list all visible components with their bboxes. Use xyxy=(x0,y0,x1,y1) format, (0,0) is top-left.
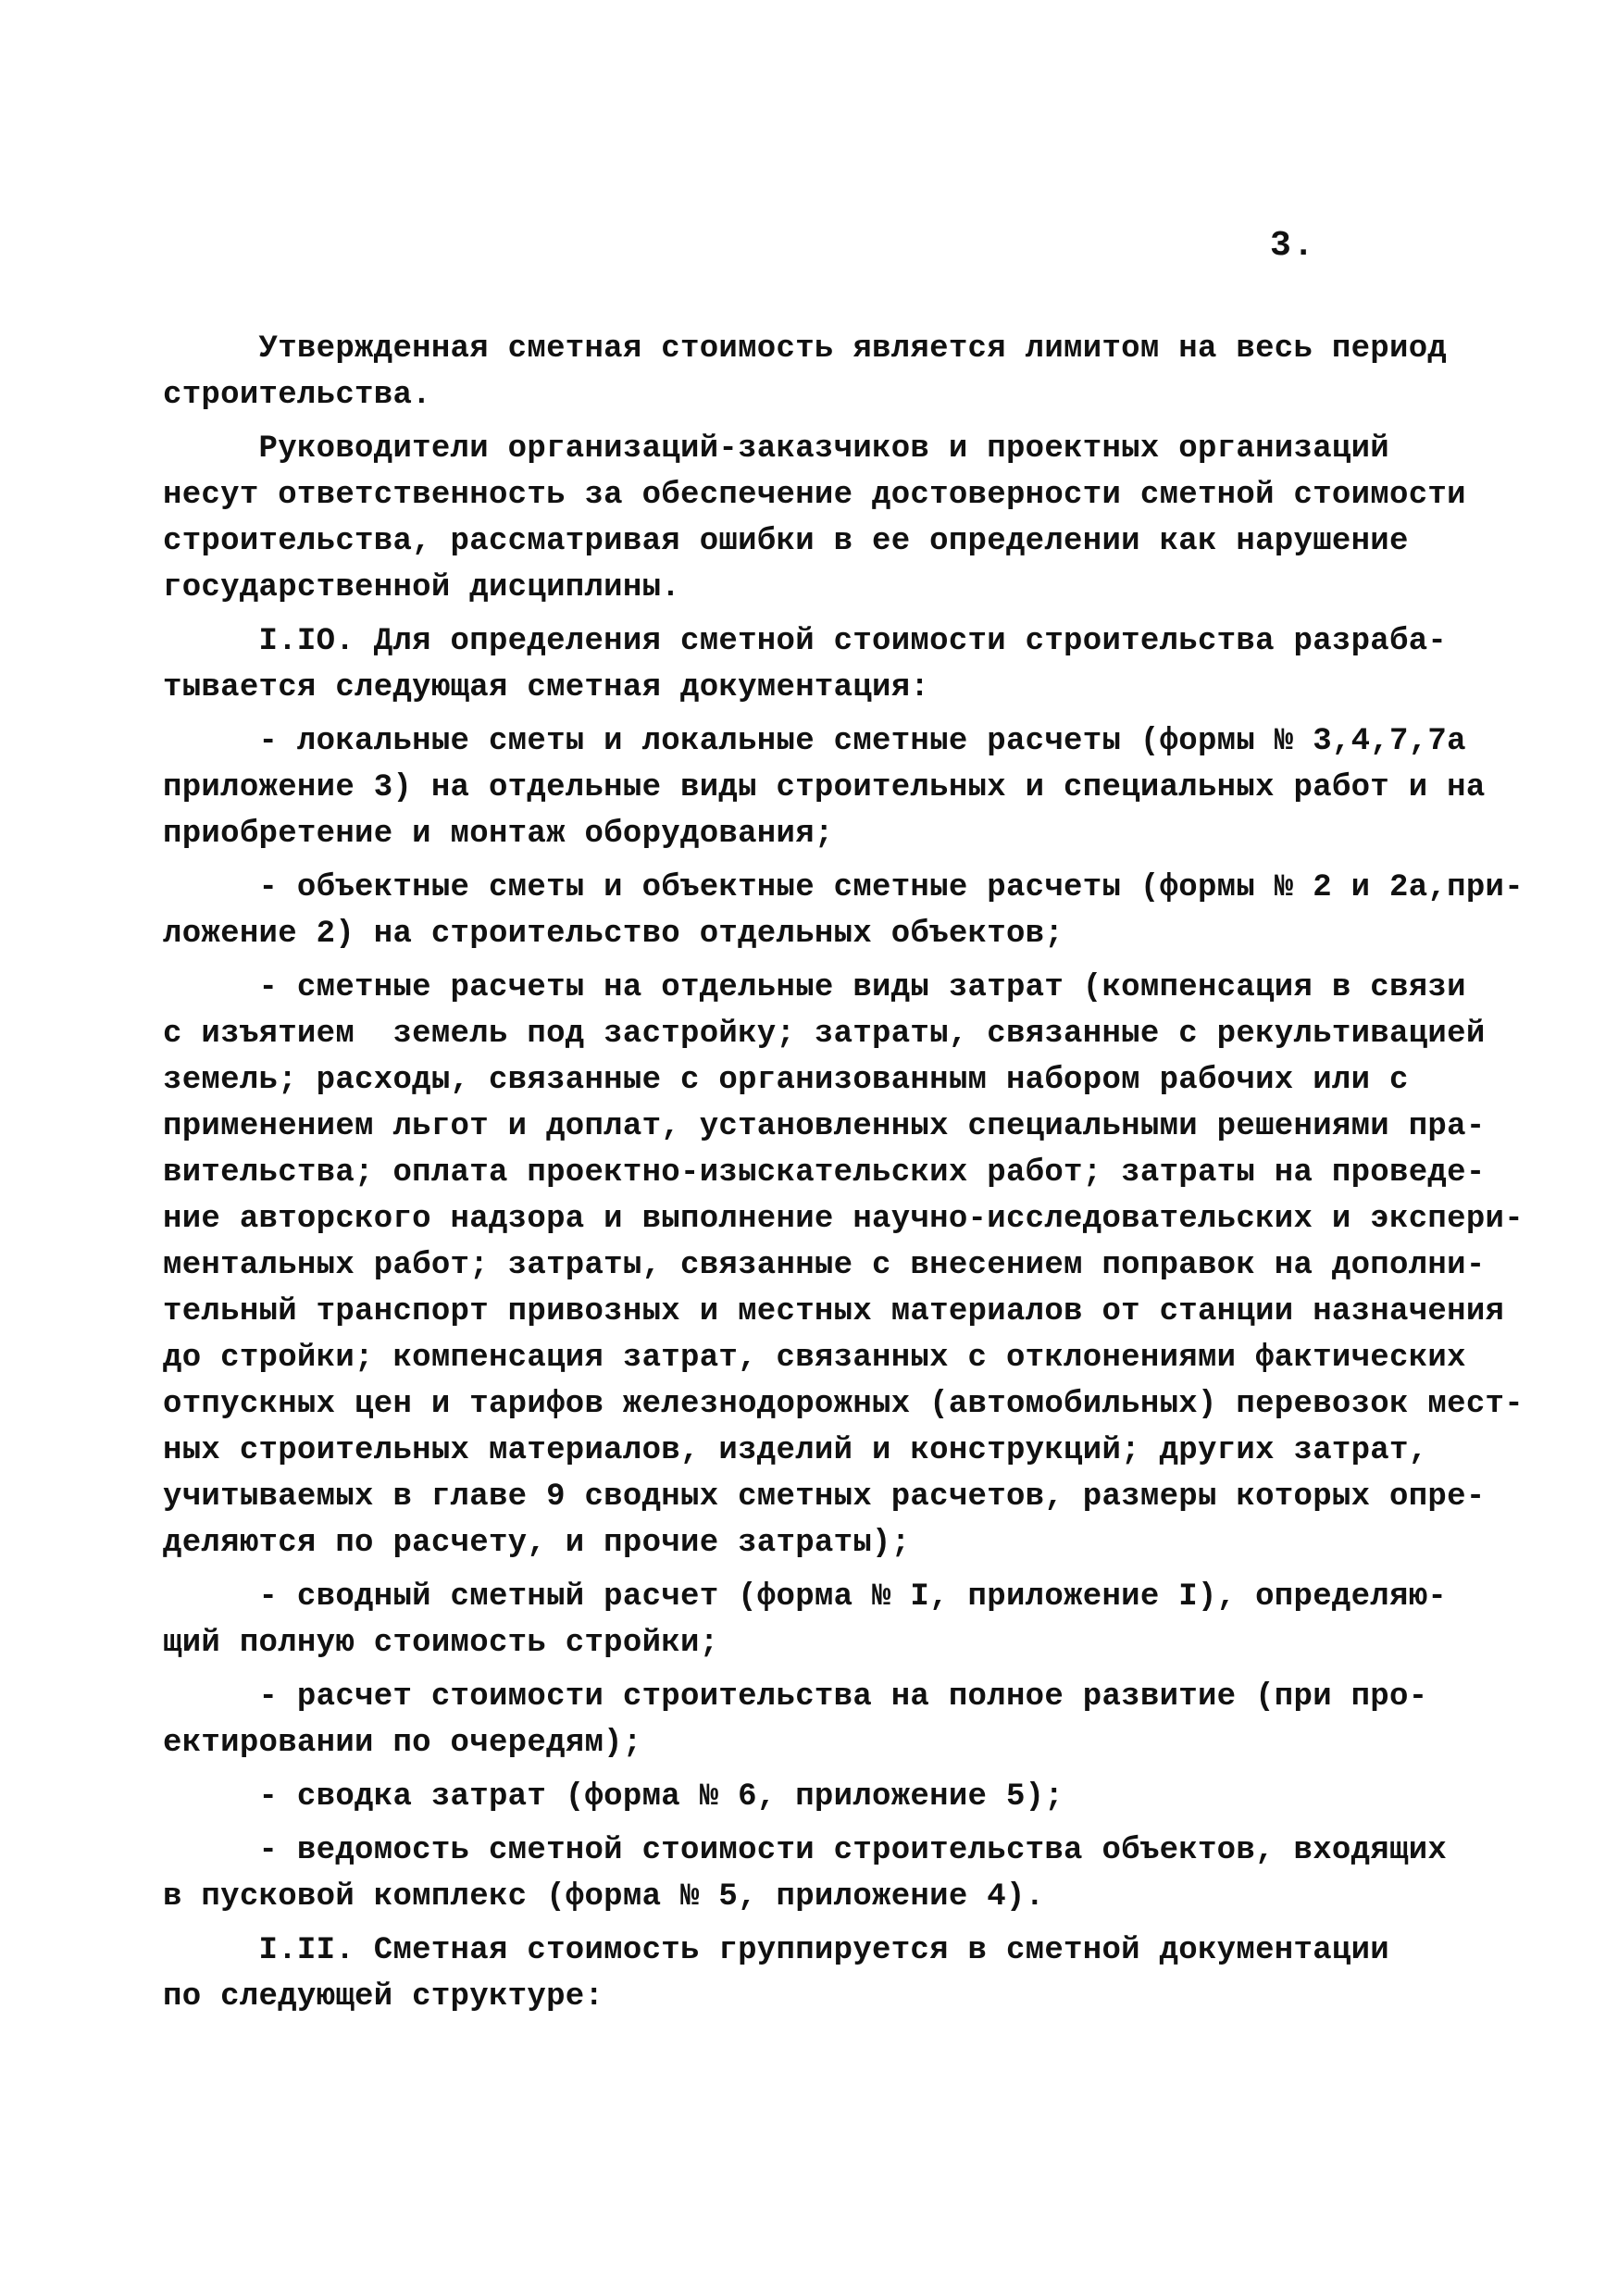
list-item-cost-calculations xyxy=(163,965,1524,1566)
text-line: государственной дисциплины. xyxy=(163,570,680,605)
text-line: по следующей структуре: xyxy=(163,1979,604,2015)
paragraph-approved-cost xyxy=(163,326,1448,418)
text-line: с изъятием земель под застройку; затраты, связанные с рекультивацией xyxy=(163,1017,1486,1052)
list-item-local-estimates xyxy=(163,718,1486,857)
text-line: - расчет стоимости строительства на полное развитие (при про- xyxy=(163,1679,1428,1715)
list-item-full-development xyxy=(163,1674,1440,1766)
list-item-object-estimates xyxy=(163,865,1524,957)
text-line: тельный транспорт привозных и местных материалов от станции назначения xyxy=(163,1294,1505,1329)
text-line: земель; расходы, связанные с организованным набором рабочих или с xyxy=(163,1063,1409,1098)
text-line: Руководители организаций-заказчиков и проектных организаций xyxy=(163,431,1390,467)
text-line: - сметные расчеты на отдельные виды затрат (компенсация в связи xyxy=(163,970,1466,1005)
text-line: I.II. Сметная стоимость группируется в сметной документации xyxy=(163,1933,1390,1968)
text-line: приобретение и монтаж оборудования; xyxy=(163,817,834,852)
text-line: - сводка затрат (форма № 6, приложение 5); xyxy=(163,1779,1064,1815)
text-line: до стройки; компенсация затрат, связанных с отклонениями фактических xyxy=(163,1341,1466,1376)
text-line: - локальные сметы и локальные сметные расчеты (формы № 3,4,7,7а xyxy=(163,724,1466,759)
text-line: строительства, рассматривая ошибки в ее определении как нарушение xyxy=(163,524,1409,559)
text-line: I.IO. Для определения сметной стоимости строительства разраба- xyxy=(163,624,1448,659)
list-item-statement xyxy=(163,1828,1448,1920)
text-line: щий полную стоимость стройки; xyxy=(163,1626,719,1661)
text-line: отпускных цен и тарифов железнодорожных (автомобильных) перевозок мест- xyxy=(163,1387,1524,1422)
text-line: ментальных работ; затраты, связанные с внесением поправок на дополни- xyxy=(163,1248,1486,1283)
text-line: строительства. xyxy=(163,378,431,413)
list-item-cost-summary xyxy=(163,1774,1440,1820)
text-line: - ведомость сметной стоимости строительства объектов, входящих xyxy=(163,1833,1448,1868)
text-line: приложение 3) на отдельные виды строительных и специальных работ и на xyxy=(163,770,1486,805)
text-line: тывается следующая сметная документация: xyxy=(163,670,930,705)
paragraph-1-10 xyxy=(163,618,1448,711)
text-line: учитываемых в главе 9 сводных сметных расчетов, размеры которых опре- xyxy=(163,1479,1486,1515)
text-line: применением льгот и доплат, установленных специальными решениями пра- xyxy=(163,1109,1486,1144)
text-line: Утвержденная сметная стоимость является лимитом на весь период xyxy=(163,331,1448,367)
text-line: ние авторского надзора и выполнение научно-исследовательских и экспери- xyxy=(163,1202,1524,1237)
text-line: ных строительных материалов, изделий и конструкций; других затрат, xyxy=(163,1433,1428,1468)
text-line: несут ответственность за обеспечение достоверности сметной стоимости xyxy=(163,478,1466,513)
text-line: - сводный сметный расчет (форма № I, приложение I), определяю- xyxy=(163,1579,1448,1615)
text-line: деляются по расчету, и прочие затраты); xyxy=(163,1526,911,1561)
text-line: в пусковой комплекс (форма № 5, приложение 4). xyxy=(163,1879,1045,1915)
list-item-summary-calculation xyxy=(163,1574,1448,1666)
text-line: ложение 2) на строительство отдельных объектов; xyxy=(163,917,1064,952)
paragraph-1-11 xyxy=(163,1928,1440,2020)
text-line: вительства; оплата проектно-изыскательских работ; затраты на проведе- xyxy=(163,1155,1486,1191)
body-text xyxy=(163,326,1524,2020)
text-line: - объектные сметы и объектные сметные расчеты (формы № 2 и 2а,при- xyxy=(163,870,1524,905)
page-number: 3. xyxy=(1270,226,1316,266)
paragraph-responsibility xyxy=(163,426,1466,611)
text-line: ектировании по очередям); xyxy=(163,1726,642,1761)
